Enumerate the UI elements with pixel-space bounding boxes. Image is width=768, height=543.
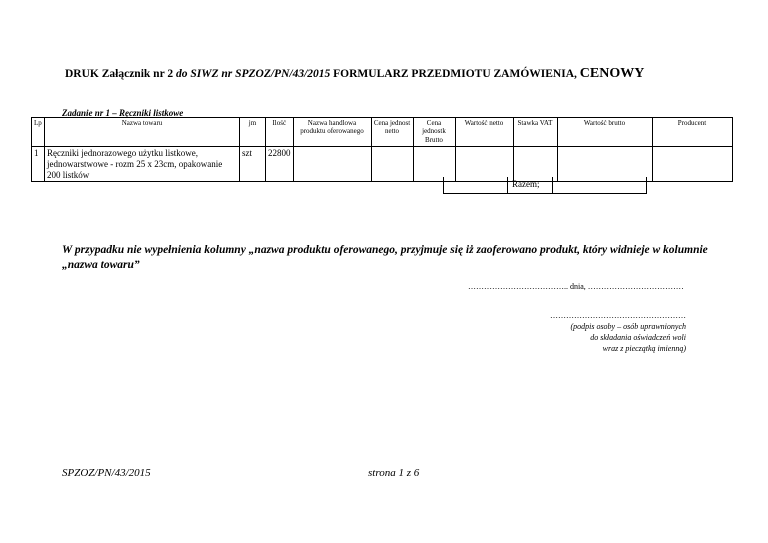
signature-line: …………………………………………… [550, 311, 686, 320]
date-line: ……………………………….. dnia, ……………………………… [468, 282, 684, 291]
col-header-value-gross: Wartość brutto [557, 118, 652, 147]
signature-caption-line-1: (podpis osoby – osób uprawnionych [570, 322, 686, 331]
total-label: Razem; [507, 177, 552, 194]
cell-name: Ręczniki jednorazowego użytku listkowe, jednowarstwowe - rozm 25 x 23cm, opakowanie 200 listków [45, 147, 240, 182]
signature-caption [500, 322, 686, 354]
col-header-value-net: Wartość netto [455, 118, 513, 147]
col-header-qty: Ilość [266, 118, 294, 147]
title-part-2: do SIWZ nr SPZOZ/PN/43/2015 [175, 68, 331, 80]
col-header-trade-name: Nazwa handlowa produktu oferowanego [293, 118, 371, 147]
signature-caption-line-3: wraz z pieczątką imienną) [602, 343, 686, 353]
col-header-vat: Stawka VAT [513, 118, 557, 147]
total-value-gross-cell[interactable] [552, 177, 647, 194]
cell-producer[interactable] [652, 147, 732, 182]
col-header-lp: Lp [32, 118, 45, 147]
footer-reference: SPZOZ/PN/43/2015 [62, 467, 151, 479]
cell-jm: szt [240, 147, 266, 182]
col-header-jm: jm [240, 118, 266, 147]
col-header-unit-gross: Cena jednostk Brutto [413, 118, 455, 147]
table-header-row [32, 118, 733, 147]
cell-lp: 1 [32, 147, 45, 182]
col-header-unit-net: Cena jednost netto [371, 118, 413, 147]
title-part-1: DRUK Załącznik nr 2 [65, 68, 174, 80]
task-label: Zadanie nr 1 – Ręczniki listkowe [62, 108, 184, 118]
document-title [65, 66, 644, 82]
title-part-3: FORMULARZ PRZEDMIOTU ZAMÓWIENIA, [333, 68, 577, 80]
footer-page-number: strona 1 z 6 [368, 467, 420, 479]
col-header-producer: Producent [652, 118, 732, 147]
instruction-note: W przypadku nie wypełnienia kolumny „nazwa produktu oferowanego, przyjmuje się iż zaoferowano produkt, który widnieje w kolumnie „nazwa towaru” [62, 244, 708, 271]
cell-qty: 22800 [266, 147, 294, 182]
col-header-name: Nazwa towaru [45, 118, 240, 147]
cell-trade-name[interactable] [293, 147, 371, 182]
signature-caption-line-2: do składania oświadczeń woli [590, 332, 686, 342]
cell-unit-net[interactable] [371, 147, 413, 182]
total-value-net-cell[interactable] [443, 177, 507, 194]
price-table [31, 117, 733, 182]
title-part-4: CENOWY [579, 66, 645, 81]
